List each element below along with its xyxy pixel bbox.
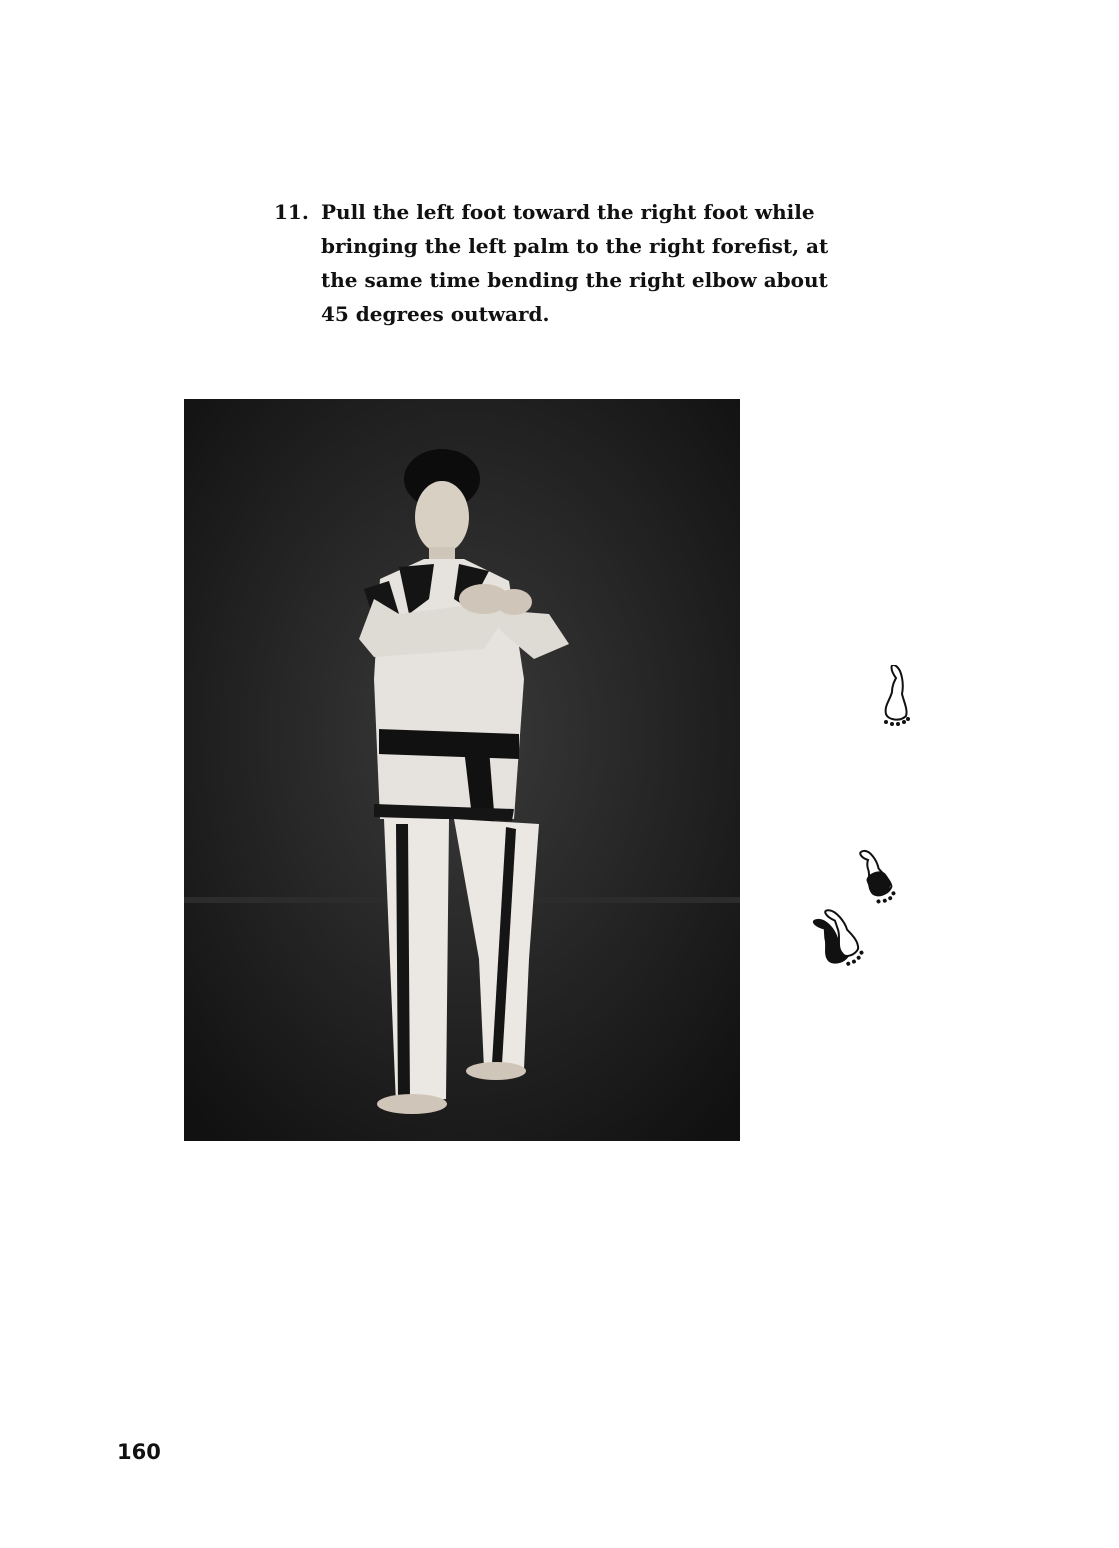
footprint-half-filled [854,846,897,906]
step-text: Pull the left foot toward the right foot while bringing the left palm to the right forefist, at the same time bending the right elbow about 45 degrees outward. [321,200,829,326]
photo-illustration [184,399,740,1141]
footprint-diagram [806,665,926,985]
page-number: 160 [117,1440,161,1464]
instruction-step [274,195,854,331]
step-number: 11. [274,200,309,224]
floor-line [184,897,740,903]
footprint-icon [806,665,926,985]
footprint-pair [806,905,866,975]
footprint-outline [884,665,910,726]
stance-photo [184,399,740,1141]
